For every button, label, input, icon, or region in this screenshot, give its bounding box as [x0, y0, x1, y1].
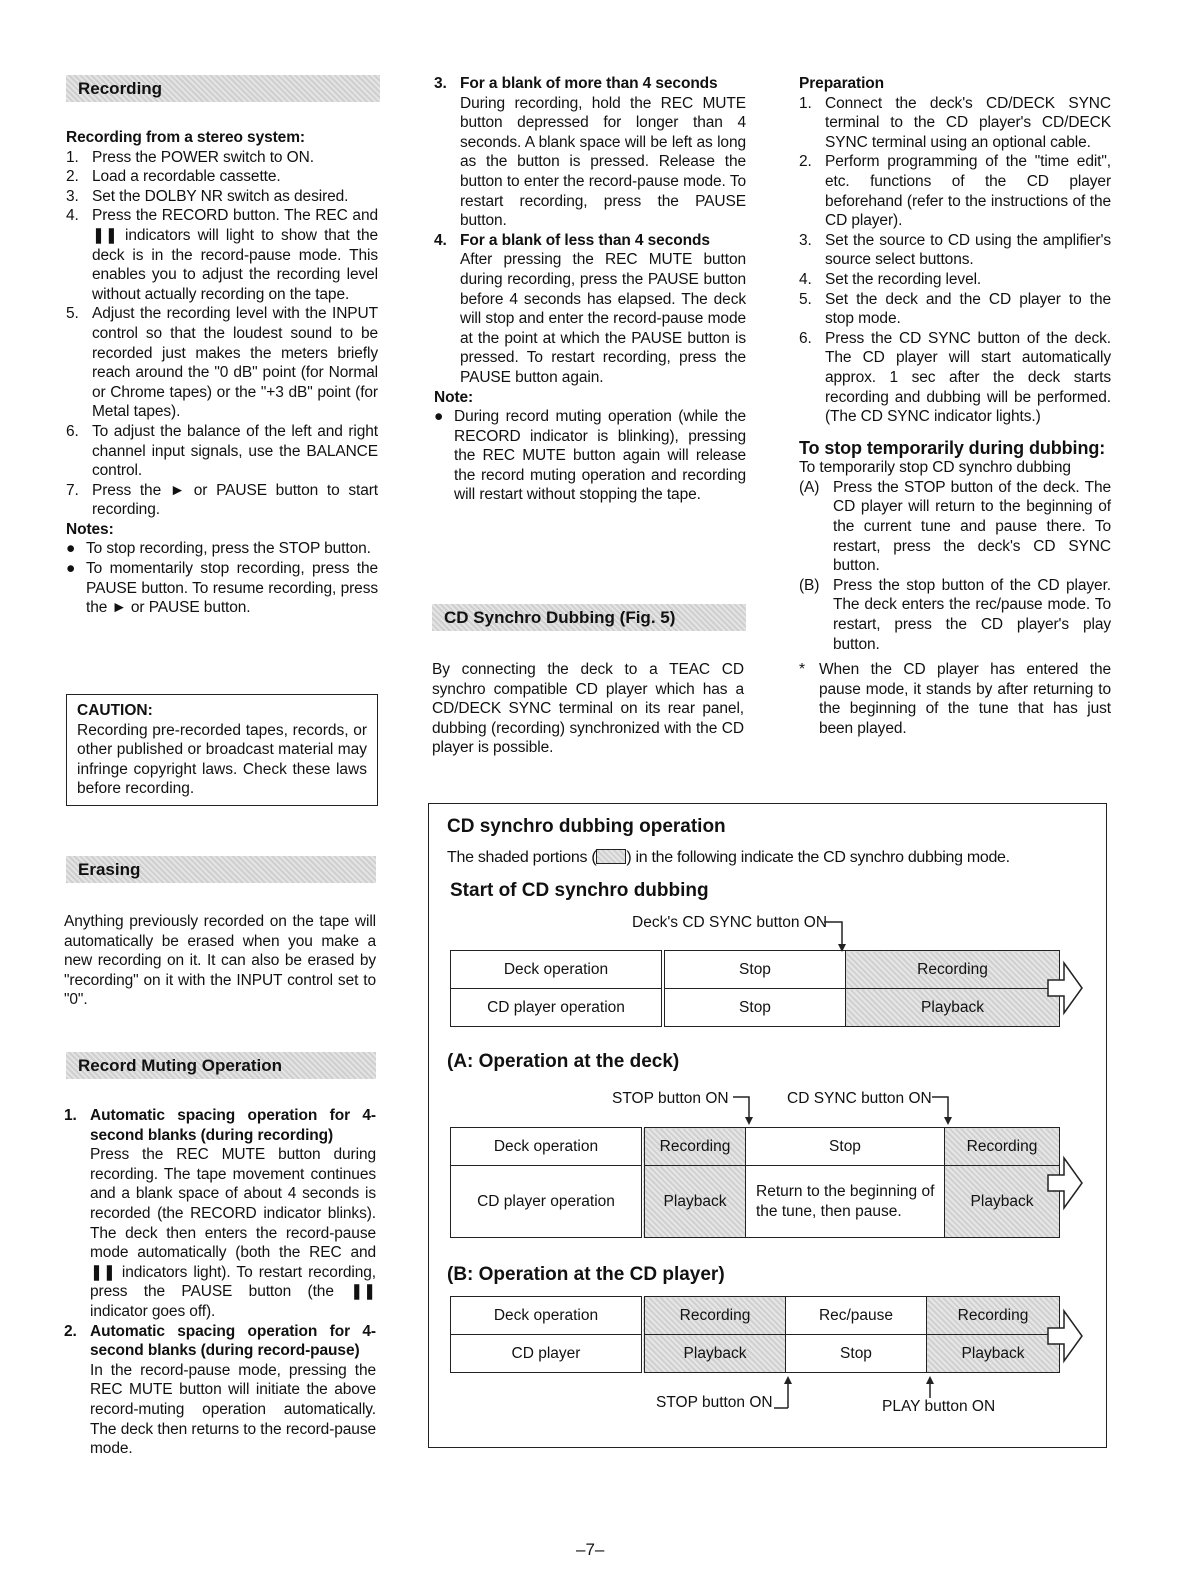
shaded-note: [447, 849, 1010, 867]
recording-notes: [66, 539, 378, 617]
muting-title: For a blank of more than 4 seconds: [460, 75, 718, 92]
a-deck-recording: Recording: [643, 1128, 746, 1166]
a-title: (A: Operation at the deck): [447, 1051, 680, 1072]
stop-heading: To stop temporarily during dubbing:: [799, 437, 1106, 458]
start-table: [450, 950, 1060, 1027]
muting-text: [460, 74, 746, 231]
muting-marker: 1.: [64, 1107, 77, 1124]
start-deck-recording: Recording: [846, 951, 1060, 989]
a-cd-return: Return to the beginning of the tune, then pause.: [746, 1166, 945, 1238]
b-deck-recording: Recording: [643, 1297, 786, 1335]
a-table: [450, 1127, 1060, 1238]
prep-list: [799, 94, 1111, 427]
start-label: Deck's CD SYNC button ON: [632, 914, 828, 931]
recording-step-marker: 2.: [66, 168, 79, 186]
caution-text: Recording pre-recorded tapes, records, or other published or broadcast material may infringe copyright laws. Check these laws before recording.: [77, 721, 367, 798]
page-number: –7–: [576, 1540, 605, 1559]
a-stop-pointer-arrow: [731, 1090, 761, 1130]
muting-item: [434, 74, 746, 231]
b-label-play: PLAY button ON: [882, 1398, 996, 1415]
start-cd-stop: Stop: [663, 989, 846, 1027]
recording-step-item: [66, 206, 378, 304]
notes-label: Notes:: [66, 520, 114, 538]
diagram-title: CD synchro dubbing operation: [447, 816, 726, 837]
recording-step-marker: 5.: [66, 305, 79, 323]
prep-step-text: Connect the deck's CD/DECK SYNC terminal to the CD player's CD/DECK SYNC terminal using an optional cable.: [825, 94, 1111, 151]
a-cd-playback-2: Playback: [945, 1166, 1060, 1238]
prep-step-marker: 5.: [799, 290, 812, 308]
stop-option-item: [799, 478, 1111, 576]
b-play-pointer-arrow: [918, 1374, 948, 1400]
recording-step-text: Load a recordable cassette.: [92, 168, 281, 186]
recording-step-text: Press the ► or PAUSE button to start recording.: [92, 481, 378, 519]
stop-option-text: Press the stop button of the CD player. The deck enters the rec/pause mode. To restart, press the CD player's play button.: [833, 576, 1111, 653]
stop-option-marker: (A): [799, 478, 820, 496]
shaded-note-post: ) in the following indicate the CD synchro dubbing mode.: [626, 849, 1010, 866]
recording-step-marker: 7.: [66, 481, 79, 499]
recording-note-item: [66, 559, 378, 618]
recording-step-text: Press the POWER switch to ON.: [92, 148, 314, 166]
cdsync-intro: By connecting the deck to a TEAC CD synchro compatible CD player which has a CD/DECK SYNC terminal on its rear panel, dubbing (recording) synchronized with the CD player is possible.: [432, 661, 744, 757]
muting-note-text: During record muting operation (while the RECORD indicator is blinking), pressing the REC MUTE button again will release the record muting operation and recording will restart without stopping the tape.: [454, 408, 746, 504]
recording-step-text: To adjust the balance of the left and right channel input signals, use the BALANCE control.: [92, 422, 378, 480]
b-cd-playback: Playback: [643, 1335, 786, 1373]
note-label: Note:: [434, 388, 474, 406]
muting-body: After pressing the REC MUTE button during recording, press the PAUSE button before 4 seconds has elapsed. The deck will stop and enter the record-pause mode at the point at which the PAUSE button is pressed. To restart recording, press the PAUSE button again.: [460, 251, 746, 386]
prep-step-text: Set the recording level.: [825, 270, 982, 288]
a-label-cdsync: CD SYNC button ON: [787, 1090, 932, 1107]
recording-step-item: [66, 167, 378, 187]
muting-list-1: [64, 1106, 376, 1459]
shaded-note-pre: The shaded portions (: [447, 849, 597, 866]
caution-title: CAUTION:: [77, 702, 153, 719]
b-label-stop: STOP button ON: [656, 1394, 773, 1411]
recording-note-text: To momentarily stop recording, press the PAUSE button. To resume recording, press the ► or PAUSE button.: [86, 560, 378, 617]
b-cd-label: CD player: [451, 1335, 644, 1373]
prep-step-text: Set the deck and the CD player to the stop mode.: [825, 290, 1111, 328]
recording-step-item: [66, 422, 378, 481]
start-cd-playback: Playback: [846, 989, 1060, 1027]
start-continue-arrow-icon: [1046, 960, 1086, 1018]
muting-item: [64, 1322, 376, 1459]
muting-item: [64, 1106, 376, 1322]
stop-list: [799, 478, 1111, 654]
b-title: (B: Operation at the CD player): [447, 1264, 725, 1285]
a-cd-playback: Playback: [643, 1166, 746, 1238]
bullet-icon: ●: [434, 408, 444, 426]
asterisk-icon: *: [799, 661, 805, 679]
star-note-text: When the CD player has entered the pause mode, it stands by after returning to the beginning of the tune that has just been played.: [819, 661, 1111, 737]
prep-step-marker: 3.: [799, 231, 812, 249]
recording-note-text: To stop recording, press the STOP button.: [86, 540, 371, 558]
recording-step-text: Set the DOLBY NR switch as desired.: [92, 187, 349, 205]
stop-option-marker: (B): [799, 576, 820, 594]
muting-items-col2: [434, 74, 746, 505]
muting-items-col1: [64, 1106, 376, 1459]
recording-subheading: Recording from a stereo system:: [66, 129, 305, 146]
muting-body: Press the REC MUTE button during recording. The tape movement continues and a blank space of about 4 seconds is recorded (the RECORD indicator blinks). The deck then enters the record-pause mode automatically (both the REC and ❚❚ indicators light). To restart recording, press the PAUSE button (the ❚❚ indicator goes off).: [90, 1146, 376, 1320]
recording-step-item: [66, 187, 378, 207]
recording-step-marker: 1.: [66, 148, 79, 166]
muting-note: [434, 407, 746, 505]
muting-item: [434, 231, 746, 388]
erasing-heading: Erasing: [66, 856, 376, 883]
prep-step-item: [799, 290, 1111, 329]
b-deck-recording-2: Recording: [927, 1297, 1060, 1335]
prep-step-text: Press the CD SYNC button of the deck. The CD player will start automatically approx. 1 sec after the deck starts recording and dubbing will be performed. (The CD SYNC indicator lights.): [825, 329, 1111, 426]
b-continue-arrow-icon: [1046, 1308, 1086, 1366]
recording-step-marker: 3.: [66, 187, 79, 205]
prep-step-item: [799, 231, 1111, 270]
b-cd-stop: Stop: [786, 1335, 927, 1373]
recording-note-marker: ●: [66, 560, 76, 578]
recording-steps: [66, 148, 378, 520]
stop-option-text: Press the STOP button of the deck. The CD player will return to the beginning of the current tune and pause there. To restart, press the deck's CD SYNC button.: [833, 478, 1111, 575]
prep-step-marker: 6.: [799, 329, 812, 347]
muting-marker: 3.: [434, 75, 447, 92]
prep-step-item: [799, 152, 1111, 230]
recording-step-text: Press the RECORD button. The REC and ❚❚ indicators will light to show that the deck is in the record-pause mode. This enables you to adjust the recording level without actually recording on the tape.: [92, 207, 378, 303]
muting-marker: 4.: [434, 231, 447, 249]
a-cdsync-pointer-arrow: [930, 1090, 960, 1130]
recording-step-text: Adjust the recording level with the INPUT control so that the loudest sound to be recorded just makes the meters briefly reach around the "0 dB" point (for Normal or Chrome tapes) or the "+3 dB" point (for Metal tapes).: [92, 305, 378, 421]
start-title: Start of CD synchro dubbing: [450, 880, 709, 901]
b-cd-playback-2: Playback: [927, 1335, 1060, 1373]
a-cd-label: CD player operation: [451, 1166, 644, 1238]
prep-step-marker: 1.: [799, 94, 812, 112]
muting-title: Automatic spacing operation for 4-second blanks (during recording): [90, 1107, 376, 1144]
star-note: [799, 660, 1111, 738]
caution-box: [66, 694, 378, 806]
start-deck-stop: Stop: [663, 951, 846, 989]
a-deck-stop: Stop: [746, 1128, 945, 1166]
muting-text: [90, 1106, 376, 1322]
recording-step-item: [66, 481, 378, 520]
prep-step-text: Set the source to CD using the amplifier's source select buttons.: [825, 231, 1111, 269]
muting-body: During recording, hold the REC MUTE button depressed for longer than 4 seconds. A blank space will be left as long as the button is pressed. Release the button to enter the record-pause mode. To restart recording, press the PAUSE button.: [460, 94, 746, 230]
muting-title: Automatic spacing operation for 4-second blanks (during record-pause): [90, 1322, 376, 1360]
recording-heading: Recording: [66, 75, 380, 102]
prep-step-text: Perform programming of the "time edit", etc. functions of the CD player beforehand (refer to the instructions of the CD player).: [825, 153, 1111, 230]
prep-step-item: [799, 270, 1111, 290]
prep-step-item: [799, 94, 1111, 153]
muting-title: For a blank of less than 4 seconds: [460, 231, 710, 249]
muting-body: In the record-pause mode, pressing the REC MUTE button will initiate the above record-muting operation automatically. The deck then returns to the record-pause mode.: [90, 1361, 376, 1458]
b-deck-recpause: Rec/pause: [786, 1297, 927, 1335]
cdsync-right: [799, 74, 1111, 739]
muting-text: [90, 1322, 376, 1459]
cdsync-heading: CD Synchro Dubbing (Fig. 5): [432, 604, 746, 631]
muting-list-2: [434, 74, 746, 388]
stop-option-item: [799, 576, 1111, 654]
recording-step-marker: 4.: [66, 207, 79, 225]
erasing-text: Anything previously recorded on the tape will automatically be erased when you make a new recording on it. It can also be erased by "recording" on it with the INPUT control set to "0".: [64, 913, 376, 1009]
prep-step-item: [799, 329, 1111, 427]
muting-text: [460, 231, 746, 388]
a-label-stop: STOP button ON: [612, 1090, 729, 1107]
b-deck-label: Deck operation: [451, 1297, 644, 1335]
stop-intro: To temporarily stop CD synchro dubbing: [799, 459, 1071, 477]
recording-step-marker: 6.: [66, 422, 79, 440]
recording-note-marker: ●: [66, 540, 76, 558]
a-deck-recording-2: Recording: [945, 1128, 1060, 1166]
recording-step-item: [66, 148, 378, 168]
start-deck-label: Deck operation: [451, 951, 664, 989]
shaded-swatch: [596, 849, 626, 864]
start-cd-label: CD player operation: [451, 989, 664, 1027]
b-table: [450, 1296, 1060, 1373]
recording-section: [66, 128, 378, 618]
prep-step-marker: 4.: [799, 270, 812, 288]
b-stop-pointer-arrow: [770, 1374, 800, 1414]
recording-step-item: [66, 304, 378, 422]
muting-marker: 2.: [64, 1322, 77, 1340]
prep-step-marker: 2.: [799, 153, 812, 171]
muting-heading: Record Muting Operation: [66, 1052, 376, 1079]
a-continue-arrow-icon: [1046, 1155, 1086, 1213]
recording-note-item: [66, 539, 378, 559]
prep-label: Preparation: [799, 75, 885, 92]
a-deck-label: Deck operation: [451, 1128, 644, 1166]
start-pointer-arrow: [822, 915, 852, 955]
